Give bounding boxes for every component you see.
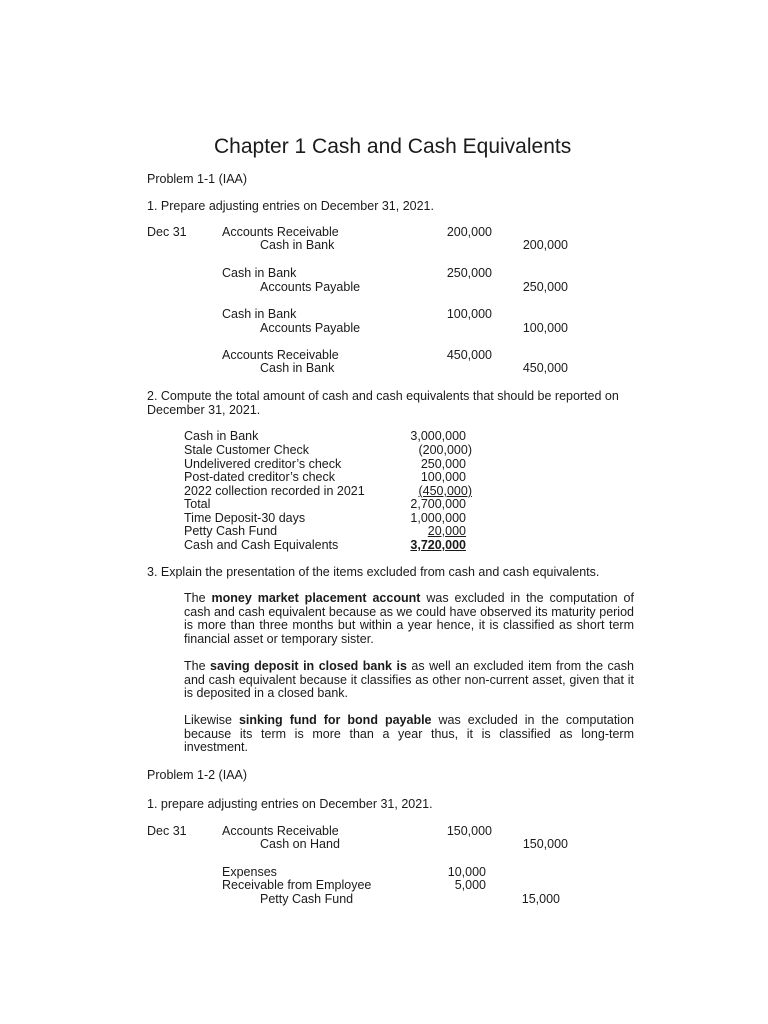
debit-account: Accounts Receivable [222,225,339,239]
paragraph-text: was excluded in the computation because its term is more than a year thus, it is classified as long-term investment. [184,713,634,754]
problem-number: Problem 1-1 [147,172,216,186]
debit-amount: 10,000 [447,865,486,879]
entry-date: Dec 31 [147,824,187,838]
paragraph-text: The [184,659,206,673]
debit-account: Receivable from Employee [222,878,372,892]
paragraph-emphasis: saving deposit in closed bank [210,659,392,673]
debit-account: Accounts Receivable [222,348,339,362]
credit-amount: 15,000 [521,892,560,906]
computation-amount: 3,000,000 [410,429,466,443]
computation-label: Petty Cash Fund [184,524,278,538]
computation-label: Undelivered creditor’s check [184,457,342,471]
problem-heading: Problem 1-2 (IAA) [147,768,248,782]
debit-amount: 450,000 [446,348,492,362]
debit-amount: 250,000 [446,266,492,280]
credit-account: Cash in Bank [260,238,335,252]
debit-amount: 150,000 [446,824,492,838]
credit-account: Accounts Payable [260,321,361,335]
explanation-paragraph [184,592,634,646]
debit-amount: 200,000 [446,225,492,239]
paragraph-emphasis: is [396,659,407,673]
computation-amount: 1,000,000 [410,511,466,525]
question-2: 2. Compute the total amount of cash and cash equivalents that should be reported on [147,389,619,403]
computation-total: 3,720,000 [410,538,466,552]
debit-account: Accounts Receivable [222,824,339,838]
debit-amount: 100,000 [446,307,492,321]
computation-amount: 20,000 [427,524,466,538]
problem-heading [147,172,247,186]
credit-account: Cash in Bank [260,361,335,375]
computation-label: Stale Customer Check [184,443,310,457]
entry-date: Dec 31 [147,225,187,239]
debit-account: Expenses [222,865,277,879]
computation-amount: 2,700,000 [410,497,466,511]
paragraph-text: was excluded in the computation of cash and cash equivalent because as we could have observed its maturity period is more than three months but within a year hence, it is classified as short term financial asset or temporary sister. [184,591,634,646]
credit-account: Cash on Hand [260,837,340,851]
page-title: Chapter 1 Cash and Cash Equivalents [214,135,572,158]
debit-account: Cash in Bank [222,266,297,280]
credit-amount: 250,000 [522,280,568,294]
credit-amount: 150,000 [522,837,568,851]
paragraph-text: as well an excluded item from the cash and cash equivalent because it classifies as other non-current asset, given that it is deposited in a closed bank. [184,659,634,700]
question-1: 1. prepare adjusting entries on December 31, 2021. [147,797,433,811]
explanation-paragraph [184,660,634,701]
computation-amount: 100,000 [420,470,466,484]
paragraph-emphasis: money market placement account [211,591,421,605]
problem-source: (IAA) [218,172,248,186]
credit-amount: 450,000 [522,361,568,375]
credit-account: Petty Cash Fund [260,892,354,906]
computation-amount: 250,000 [420,457,466,471]
computation-label: Total [184,497,211,511]
computation-label: 2022 collection recorded in 2021 [184,484,365,498]
question-1: 1. Prepare adjusting entries on December 31, 2021. [147,199,434,213]
computation-amount: (450,000) [418,484,472,498]
question-3: 3. Explain the presentation of the items excluded from cash and cash equivalents. [147,565,600,579]
paragraph-emphasis: sinking fund for bond payable [238,713,432,727]
paragraph-text: Likewise [184,713,232,727]
paragraph-text: The [184,591,206,605]
computation-amount: (200,000) [418,443,472,457]
debit-account: Cash in Bank [222,307,297,321]
debit-amount: 5,000 [454,878,486,892]
credit-account: Accounts Payable [260,280,361,294]
computation-label: Cash and Cash Equivalents [184,538,339,552]
computation-label: Time Deposit-30 days [184,511,306,525]
credit-amount: 200,000 [522,238,568,252]
credit-amount: 100,000 [522,321,568,335]
computation-label: Post-dated creditor’s check [184,470,336,484]
question-2-cont: December 31, 2021. [147,403,261,417]
computation-label: Cash in Bank [184,429,259,443]
explanation-paragraph [184,714,634,755]
